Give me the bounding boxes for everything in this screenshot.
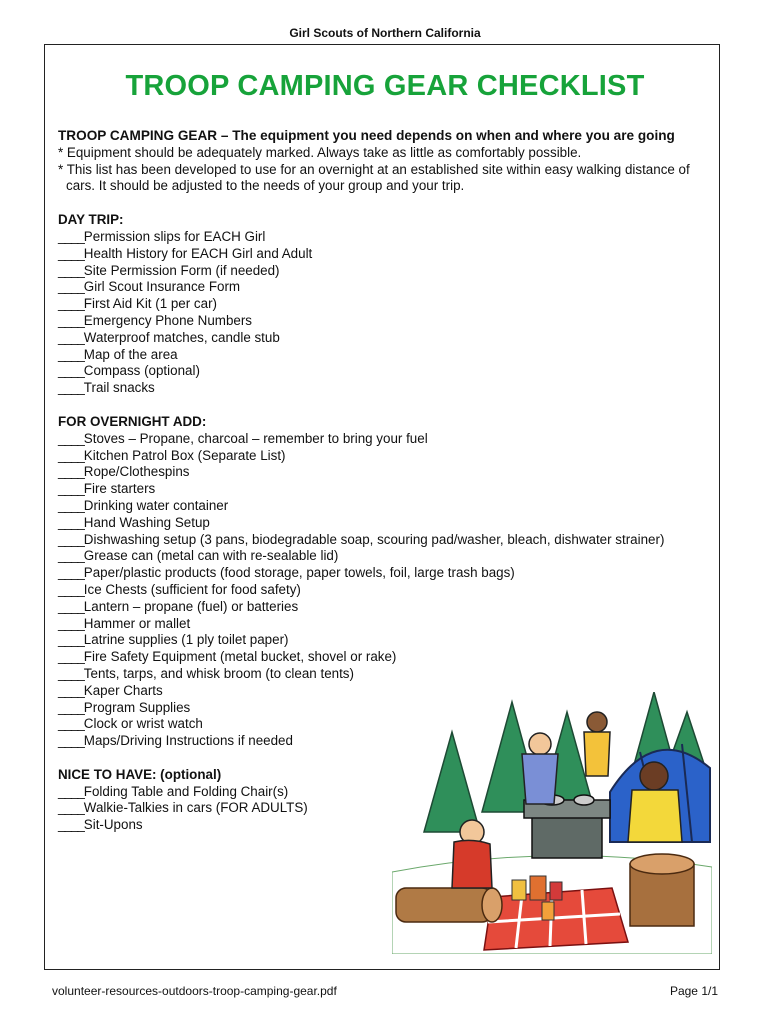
checklist-item-label: Paper/plastic products (food storage, paper towels, foil, large trash bags) xyxy=(83,565,515,581)
checklist-item xyxy=(58,532,708,549)
checkbox-blank-line: ____ xyxy=(58,716,84,732)
checklist-item xyxy=(58,347,708,364)
checkbox-blank-line: ____ xyxy=(58,447,84,463)
checkbox-blank-line: ____ xyxy=(58,262,84,278)
checkbox-blank-line: ____ xyxy=(58,565,84,581)
footer-page-number: Page 1/1 xyxy=(669,984,718,998)
checklist-item-label: Health History for EACH Girl and Adult xyxy=(83,245,313,261)
page-title: TROOP CAMPING GEAR CHECKLIST xyxy=(125,70,645,102)
tree-stump xyxy=(630,854,694,926)
checklist-item-label: Folding Table and Folding Chair(s) xyxy=(83,783,289,799)
checklist-item xyxy=(58,565,708,582)
checklist-item xyxy=(58,481,708,498)
log xyxy=(396,888,502,922)
checkbox-blank-line: ____ xyxy=(58,481,84,497)
checkbox-blank-line: ____ xyxy=(58,817,84,833)
checklist-item-label: Hand Washing Setup xyxy=(83,514,210,530)
checklist-item xyxy=(58,263,708,280)
checklist-item-label: Fire starters xyxy=(83,481,156,497)
checklist-item-label: Trail snacks xyxy=(83,380,155,396)
checklist-item-label: Map of the area xyxy=(83,346,178,362)
checklist-item-label: Fire Safety Equipment (metal bucket, shovel or rake) xyxy=(83,649,397,665)
checklist-item xyxy=(58,515,708,532)
checklist-item-label: First Aid Kit (1 per car) xyxy=(83,296,217,312)
checklist-item-label: Waterproof matches, candle stub xyxy=(83,329,280,345)
camping-scene-illustration xyxy=(392,692,712,954)
checklist-item xyxy=(58,632,708,649)
section-heading: FOR OVERNIGHT ADD: xyxy=(58,413,207,429)
checklist-item-label: Drinking water container xyxy=(83,497,229,513)
checklist-item-label: Rope/Clothespins xyxy=(83,464,190,480)
checklist-item-label: Kitchen Patrol Box (Separate List) xyxy=(83,447,286,463)
checklist-item-label: Latrine supplies (1 ply toilet paper) xyxy=(83,632,289,648)
checkbox-blank-line: ____ xyxy=(58,279,84,295)
checkbox-blank-line: ____ xyxy=(58,464,84,480)
checkbox-blank-line: ____ xyxy=(58,346,84,362)
checkbox-blank-line: ____ xyxy=(58,312,84,328)
checklist-item-label: Site Permission Form (if needed) xyxy=(83,262,280,278)
intro-note-scope: * This list has been developed to use for an overnight at an established site within easy walking distance of cars. It should be adjusted to the needs of your group and your trip. xyxy=(58,161,690,194)
section-heading: NICE TO HAVE: (optional) xyxy=(58,766,222,782)
checkbox-blank-line: ____ xyxy=(58,665,84,681)
checklist-item xyxy=(58,229,708,246)
checklist-item-label: Maps/Driving Instructions if needed xyxy=(83,733,293,749)
checklist-item-label: Permission slips for EACH Girl xyxy=(83,228,266,244)
checkbox-blank-line: ____ xyxy=(58,228,84,244)
checklist-item xyxy=(58,599,708,616)
checklist-item xyxy=(58,448,708,465)
checklist-item xyxy=(58,431,708,448)
checkbox-blank-line: ____ xyxy=(58,632,84,648)
organization-header: Girl Scouts of Northern California xyxy=(289,26,481,40)
checklist-item-label: Walkie-Talkies in cars (FOR ADULTS) xyxy=(83,800,308,816)
checkbox-blank-line: ____ xyxy=(58,380,84,396)
checkbox-blank-line: ____ xyxy=(58,531,84,547)
checkbox-blank-line: ____ xyxy=(58,682,84,698)
checklist-item xyxy=(58,649,708,666)
checklist-item-label: Dishwashing setup (3 pans, biodegradable soap, scouring pad/washer, bleach, dishwater strainer) xyxy=(83,531,665,547)
checklist-item-label: Hammer or mallet xyxy=(83,615,191,631)
checkbox-blank-line: ____ xyxy=(58,363,84,379)
checklist-item-label: Clock or wrist watch xyxy=(83,716,203,732)
checkbox-blank-line: ____ xyxy=(58,783,84,799)
checkbox-blank-line: ____ xyxy=(58,615,84,631)
checklist-item xyxy=(58,548,708,565)
intro-heading: TROOP CAMPING GEAR – The equipment you need depends on when and where you are going xyxy=(58,128,675,143)
checklist-item xyxy=(58,330,708,347)
checklist-item-label: Lantern – propane (fuel) or batteries xyxy=(83,598,299,614)
checklist-item xyxy=(58,279,708,296)
intro-note-marking: * Equipment should be adequately marked. Always take as little as comfortably possible. xyxy=(58,144,582,160)
checklist-item-label: Tents, tarps, and whisk broom (to clean tents) xyxy=(83,665,354,681)
checklist-item xyxy=(58,246,708,263)
checklist-item-label: Sit-Upons xyxy=(83,817,143,833)
checklist-items xyxy=(58,229,708,397)
checklist-item-label: Compass (optional) xyxy=(83,363,200,379)
checklist-item xyxy=(58,380,708,397)
checkbox-blank-line: ____ xyxy=(58,245,84,261)
checklist-item xyxy=(58,616,708,633)
checklist-item xyxy=(58,296,708,313)
checklist-item xyxy=(58,666,708,683)
checklist-item-label: Kaper Charts xyxy=(83,682,163,698)
section-day-trip xyxy=(58,212,708,397)
checklist-item-label: Girl Scout Insurance Form xyxy=(83,279,241,295)
checklist-item xyxy=(58,582,708,599)
checkbox-blank-line: ____ xyxy=(58,598,84,614)
checklist-item xyxy=(58,464,708,481)
footer-filename: volunteer-resources-outdoors-troop-camping-gear.pdf xyxy=(52,984,337,998)
checklist-item-label: Stoves – Propane, charcoal – remember to bring your fuel xyxy=(83,430,428,446)
checklist-item-label: Ice Chests (sufficient for food safety) xyxy=(83,581,301,597)
checkbox-blank-line: ____ xyxy=(58,699,84,715)
checklist-item xyxy=(58,498,708,515)
checkbox-blank-line: ____ xyxy=(58,296,84,312)
checkbox-blank-line: ____ xyxy=(58,430,84,446)
checklist-item xyxy=(58,363,708,380)
checkbox-blank-line: ____ xyxy=(58,649,84,665)
checklist-item-label: Emergency Phone Numbers xyxy=(83,312,253,328)
checklist-item-label: Program Supplies xyxy=(83,699,191,715)
checkbox-blank-line: ____ xyxy=(58,800,84,816)
checkbox-blank-line: ____ xyxy=(58,514,84,530)
checkbox-blank-line: ____ xyxy=(58,733,84,749)
checkbox-blank-line: ____ xyxy=(58,548,84,564)
section-heading: DAY TRIP: xyxy=(58,212,124,228)
checklist-item-label: Grease can (metal can with re-sealable lid) xyxy=(83,548,339,564)
checkbox-blank-line: ____ xyxy=(58,581,84,597)
checklist-item xyxy=(58,313,708,330)
checkbox-blank-line: ____ xyxy=(58,497,84,513)
checkbox-blank-line: ____ xyxy=(58,329,84,345)
